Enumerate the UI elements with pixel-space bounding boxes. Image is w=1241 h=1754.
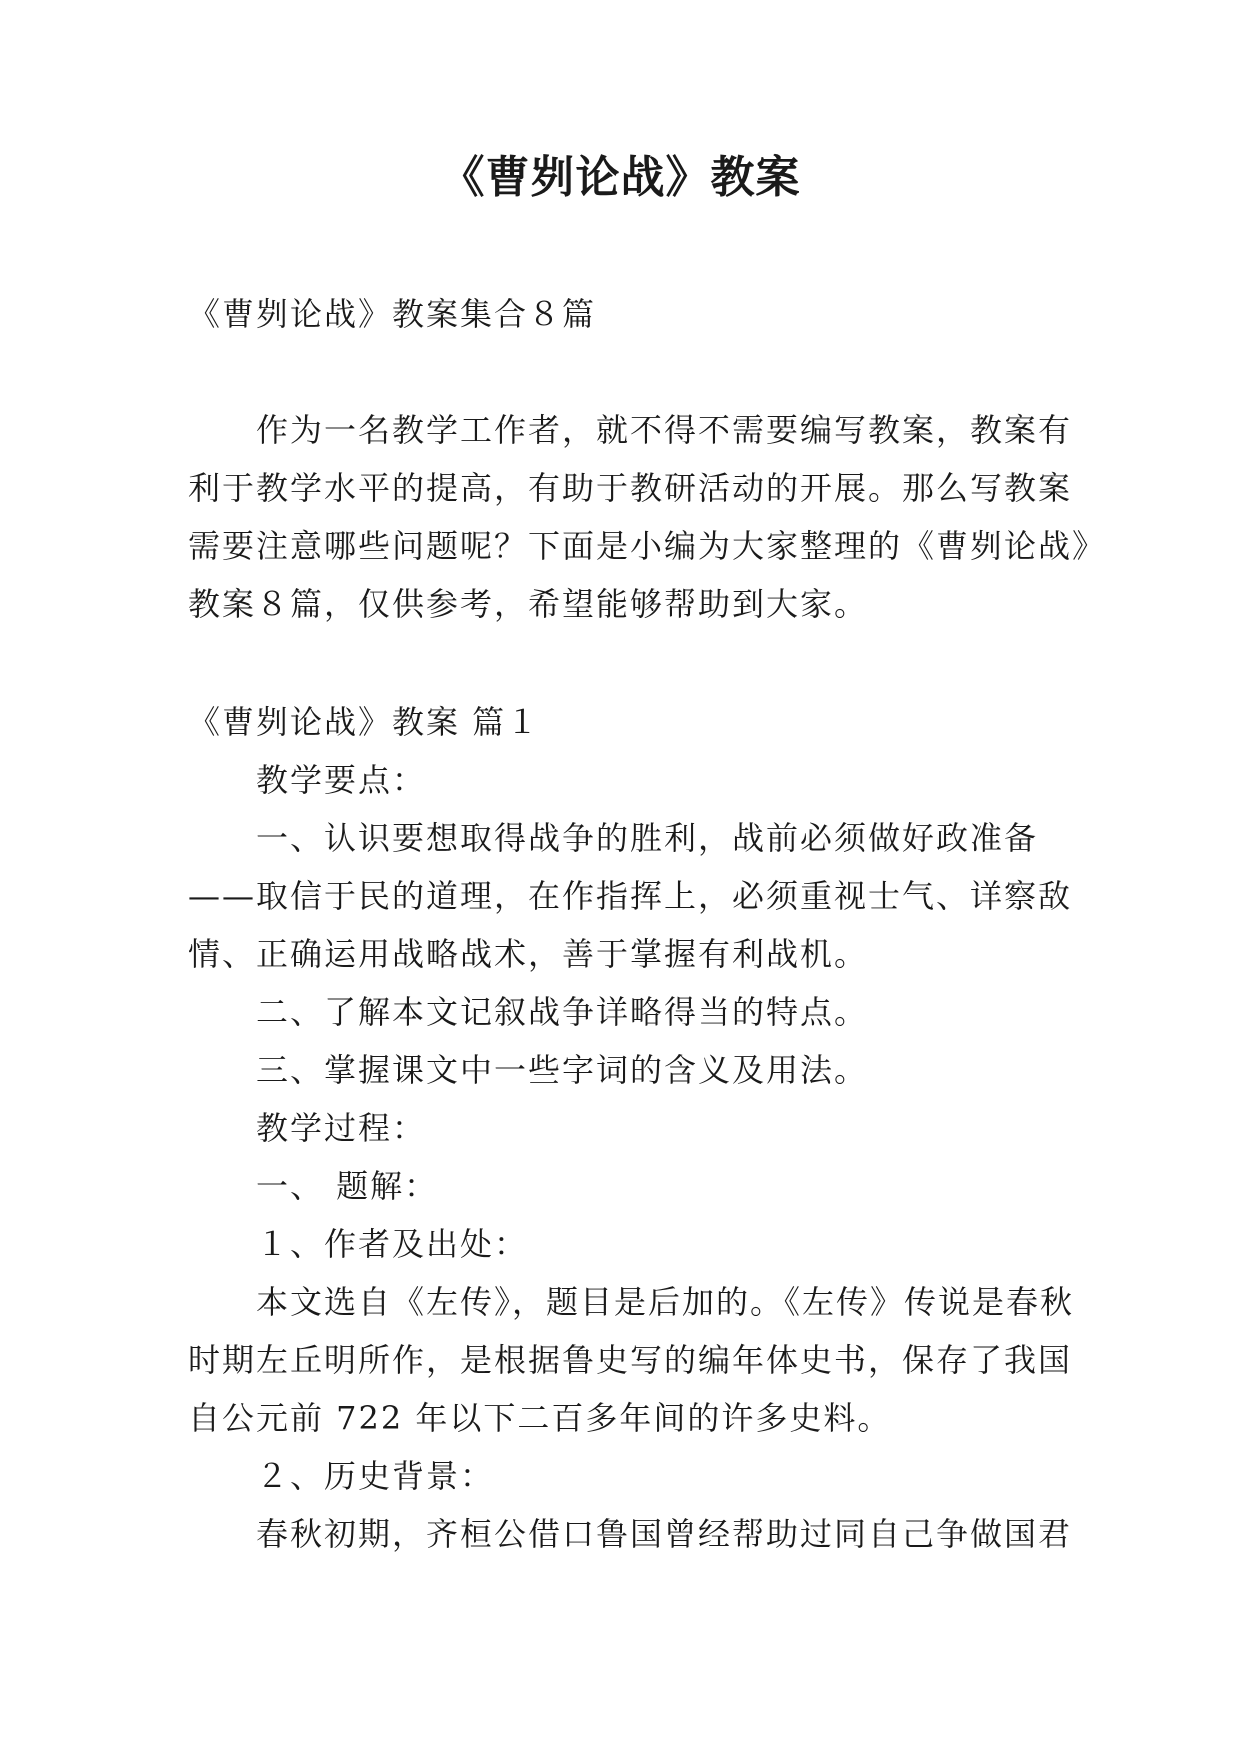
body-line-2: 一、认识要想取得战争的胜利，战前必须做好政准备 (256, 819, 1039, 857)
document-subtitle: 《曹刿论战》教案集合８篇 (188, 295, 597, 333)
body-line-6: 三、掌握课文中一些字词的含义及用法。 (256, 1051, 869, 1089)
intro-line-4: 教案８篇，仅供参考，希望能够帮助到大家。 (188, 585, 869, 623)
body-line-13: ２、历史背景： (256, 1457, 495, 1495)
body-line-11: 时期左丘明所作，是根据鲁史写的编年体史书，保存了我国 (188, 1341, 1073, 1379)
body-line-10: 本文选自《左传》，题目是后加的。《左传》传说是春秋 (256, 1283, 1075, 1321)
body-line-12: 自公元前 722 年以下二百多年间的许多史料。 (188, 1399, 892, 1437)
body-line-7: 教学过程： (256, 1109, 427, 1147)
intro-line-3: 需要注意哪些问题呢？下面是小编为大家整理的《曹刿论战》 (188, 527, 1107, 565)
body-line-9: １、作者及出处： (256, 1225, 529, 1263)
section-heading: 《曹刿论战》教案 篇１ (188, 703, 541, 741)
intro-line-1: 作为一名教学工作者，就不得不需要编写教案，教案有 (256, 411, 1073, 449)
body-line-14: 春秋初期，齐桓公借口鲁国曾经帮助过同自己争做国君 (256, 1515, 1073, 1553)
body-line-8: 一、 题解： (256, 1167, 439, 1205)
document-title: 《曹刿论战》教案 (440, 152, 801, 203)
body-line-5: 二、了解本文记叙战争详略得当的特点。 (256, 993, 869, 1031)
body-line-1: 教学要点： (256, 761, 427, 799)
body-line-4: 情、正确运用战略战术，善于掌握有利战机。 (188, 935, 869, 973)
intro-line-2: 利于教学水平的提高，有助于教研活动的开展。那么写教案 (188, 469, 1073, 507)
body-line-3: ——取信于民的道理，在作指挥上，必须重视士气、详察敌 (188, 877, 1073, 915)
